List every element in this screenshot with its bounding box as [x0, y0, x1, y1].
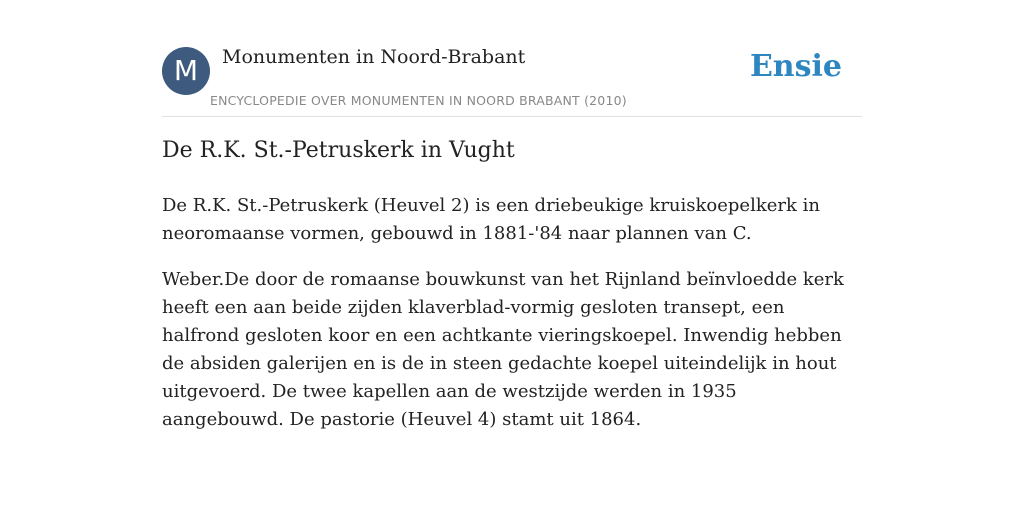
header: [162, 45, 862, 117]
article-paragraph: De R.K. St.-Petruskerk (Heuvel 2) is een driebeukige kruiskoepelkerk in neoromaanse vormen, gebouwd in 1881-'84 naar plannen van C.: [162, 195, 820, 244]
article-title: De R.K. St.-Petruskerk in Vught: [162, 138, 515, 163]
article-body: [162, 192, 862, 452]
avatar[interactable]: M: [162, 47, 210, 95]
source-title[interactable]: Monumenten in Noord-Brabant: [222, 46, 526, 68]
source-subtitle: ENCYCLOPEDIE OVER MONUMENTEN IN NOORD BRABANT (2010): [210, 93, 627, 108]
brand-logo[interactable]: Ensie: [749, 49, 842, 84]
article-paragraph: Weber.De door de romaanse bouwkunst van het Rijnland beïnvloedde kerk heeft een aan beide zijden klaverblad-vormig gesloten transept, een halfrond gesloten koor en een achtkante vieringskoepel. Inwendig hebben de absiden galerijen en is de in steen gedachte koepel uiteindelijk in hout uitgevoerd. De twee kapellen aan de westzijde werden in 1935 aangebouwd. De pastorie (Heuvel 4) stamt uit 1864.: [162, 269, 844, 430]
